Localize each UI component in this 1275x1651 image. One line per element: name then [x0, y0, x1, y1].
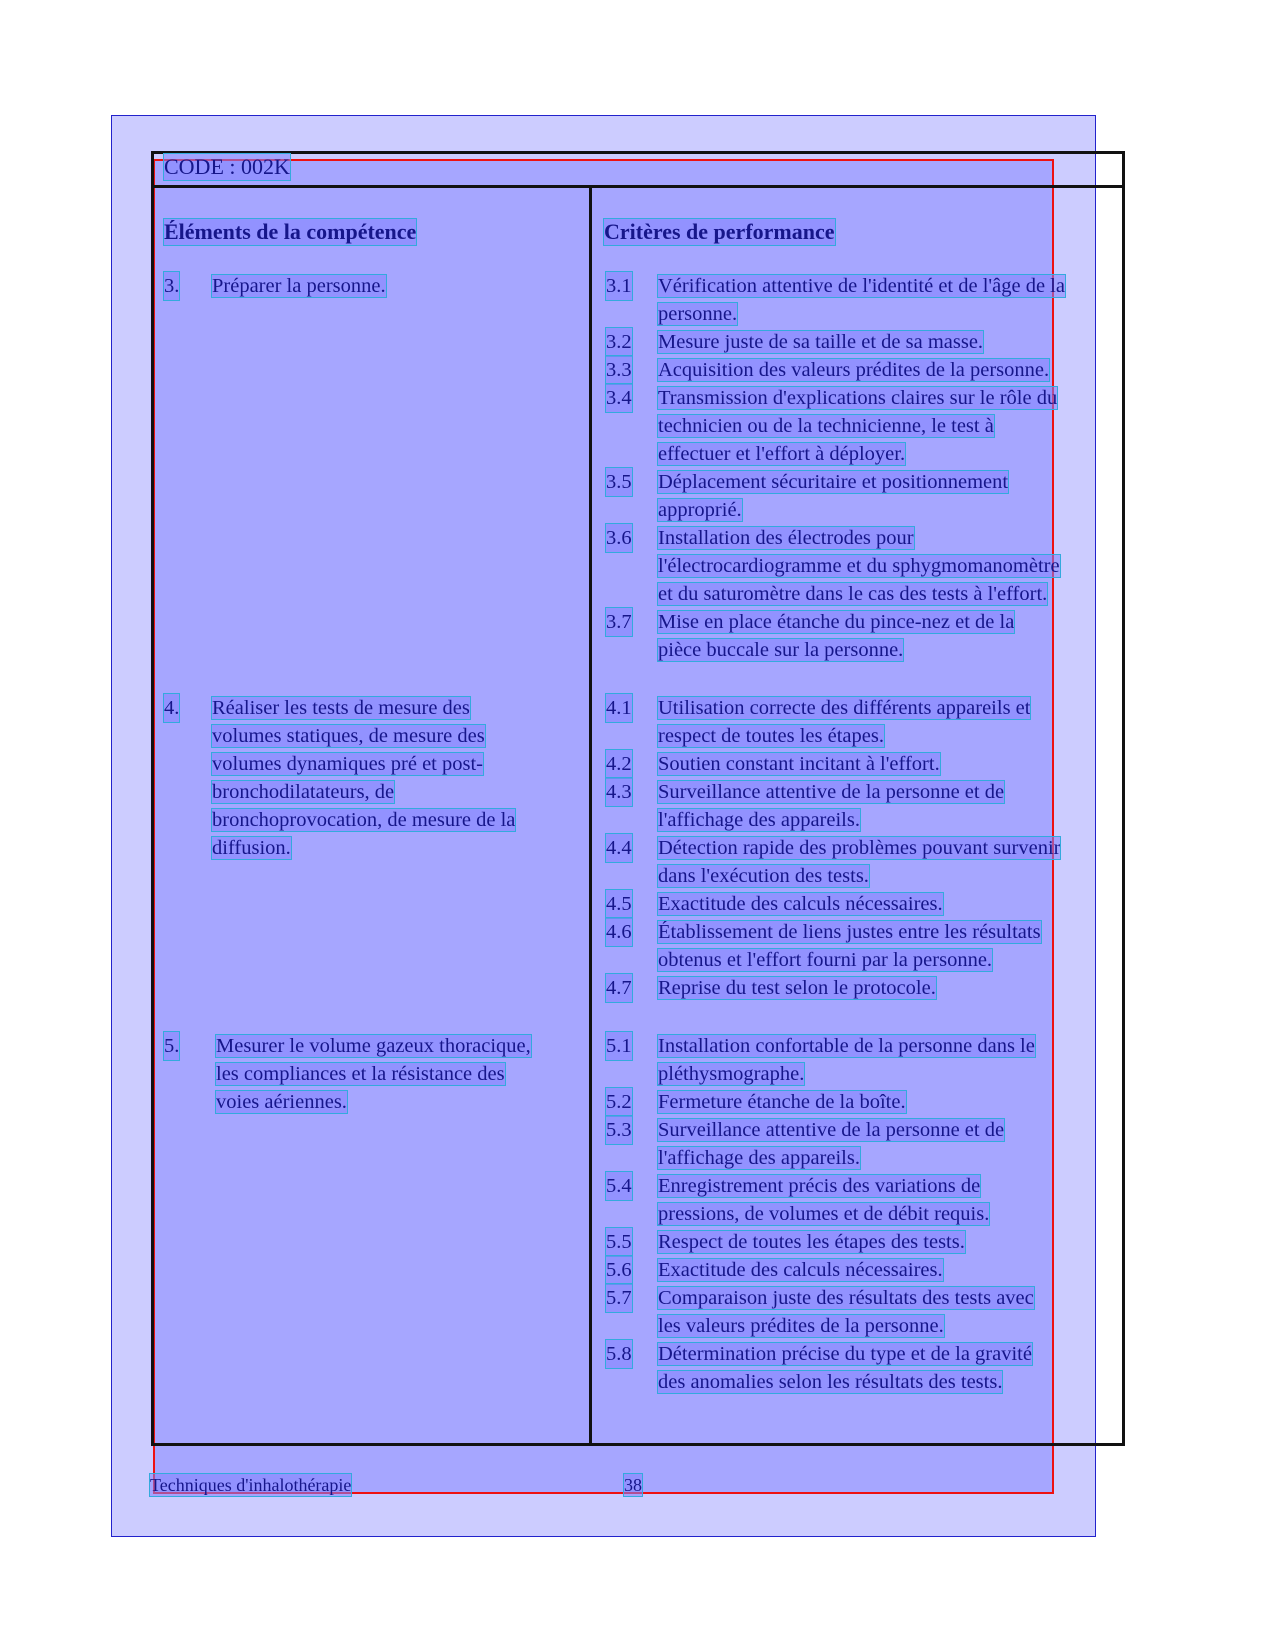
- criterion-text-line: Reprise du test selon le protocole.: [658, 977, 936, 999]
- element-text-line: Préparer la personne.: [212, 275, 386, 297]
- criterion-text-line: pressions, de volumes et de débit requis.: [658, 1203, 990, 1225]
- criterion-number: 4.6: [606, 918, 632, 946]
- criterion-text-line: approprié.: [658, 499, 742, 521]
- criterion-number: 5.3: [606, 1116, 632, 1144]
- criterion-number: 4.1: [606, 694, 632, 722]
- criterion-text-line: Surveillance attentive de la personne et de: [658, 781, 1005, 803]
- criterion-text-line: l'affichage des appareils.: [658, 809, 860, 831]
- criterion-text-line: Installation confortable de la personne dans le: [658, 1035, 1035, 1057]
- code-row-divider: [151, 185, 1125, 188]
- criterion-text-line: pièce buccale sur la personne.: [658, 639, 904, 661]
- criterion-number: 5.7: [606, 1284, 632, 1312]
- criterion-text-line: Respect de toutes les étapes des tests.: [658, 1231, 965, 1253]
- criterion-text-line: technicien ou de la technicienne, le test à: [658, 415, 994, 437]
- criterion-number: 3.1: [606, 272, 632, 300]
- element-text-line: les compliances et la résistance des: [216, 1063, 505, 1085]
- criterion-text-line: obtenus et l'effort fourni par la personne.: [658, 949, 993, 971]
- criterion-text-line: personne.: [658, 303, 738, 325]
- criterion-text-line: Surveillance attentive de la personne et de: [658, 1119, 1005, 1141]
- criterion-number: 3.6: [606, 524, 632, 552]
- criterion-text-line: Exactitude des calculs nécessaires.: [658, 1259, 943, 1281]
- criterion-number: 4.5: [606, 890, 632, 918]
- criterion-text-line: Détection rapide des problèmes pouvant survenir: [658, 837, 1061, 859]
- element-text-line: voies aériennes.: [216, 1091, 347, 1113]
- criterion-text-line: Détermination précise du type et de la gravité: [658, 1343, 1032, 1365]
- criterion-number: 3.4: [606, 384, 632, 412]
- criterion-text-line: Installation des électrodes pour: [658, 527, 914, 549]
- criterion-number: 4.3: [606, 778, 632, 806]
- criterion-number: 4.4: [606, 834, 632, 862]
- criterion-text-line: Exactitude des calculs nécessaires.: [658, 893, 943, 915]
- criterion-text-line: pléthysmographe.: [658, 1063, 805, 1085]
- criterion-text-line: Soutien constant incitant à l'effort.: [658, 753, 940, 775]
- criterion-text-line: l'électrocardiogramme et du sphygmomanomètre: [658, 555, 1060, 577]
- criterion-text-line: et du saturomètre dans le cas des tests à l'effort.: [658, 583, 1048, 605]
- criterion-text-line: Comparaison juste des résultats des tests avec: [658, 1287, 1034, 1309]
- criterion-number: 5.5: [606, 1228, 632, 1256]
- footer-page-number: 38: [624, 1475, 642, 1495]
- criterion-number: 3.7: [606, 608, 632, 636]
- criterion-text-line: les valeurs prédites de la personne.: [658, 1315, 944, 1337]
- criterion-number: 3.5: [606, 468, 632, 496]
- criterion-text-line: Enregistrement précis des variations de: [658, 1175, 981, 1197]
- element-number: 5.: [164, 1032, 179, 1060]
- code-label: CODE : 002K: [164, 154, 290, 179]
- column-divider: [589, 187, 592, 1444]
- criterion-text-line: Vérification attentive de l'identité et de l'âge de la: [658, 275, 1065, 297]
- criterion-text-line: l'affichage des appareils.: [658, 1147, 860, 1169]
- criterion-number: 5.8: [606, 1340, 632, 1368]
- element-text-line: bronchodilatateurs, de: [212, 781, 395, 803]
- criterion-text-line: respect de toutes les étapes.: [658, 725, 884, 747]
- criterion-text-line: dans l'exécution des tests.: [658, 865, 869, 887]
- criterion-text-line: Acquisition des valeurs prédites de la personne.: [658, 359, 1050, 381]
- criterion-text-line: des anomalies selon les résultats des tests.: [658, 1371, 1003, 1393]
- criterion-number: 4.2: [606, 750, 632, 778]
- criterion-text-line: Utilisation correcte des différents appareils et: [658, 697, 1031, 719]
- criterion-number: 3.3: [606, 356, 632, 384]
- element-text-line: Mesurer le volume gazeux thoracique,: [216, 1035, 531, 1057]
- criterion-number: 5.1: [606, 1032, 632, 1060]
- header-elements: Éléments de la compétence: [164, 219, 417, 244]
- criterion-text-line: Transmission d'explications claires sur le rôle du: [658, 387, 1058, 409]
- criterion-text-line: Fermeture étanche de la boîte.: [658, 1091, 906, 1113]
- criterion-number: 3.2: [606, 328, 632, 356]
- criterion-number: 5.6: [606, 1256, 632, 1284]
- criterion-text-line: Établissement de liens justes entre les résultats: [658, 921, 1041, 943]
- element-text-line: volumes statiques, de mesure des: [212, 725, 485, 747]
- footer-program: Techniques d'inhalothérapie: [150, 1475, 352, 1495]
- element-text-line: bronchoprovocation, de mesure de la: [212, 809, 516, 831]
- header-criteria: Critères de performance: [604, 219, 835, 244]
- element-text-line: volumes dynamiques pré et post-: [212, 753, 484, 775]
- element-number: 4.: [164, 694, 179, 722]
- element-text-line: diffusion.: [212, 837, 291, 859]
- criterion-number: 4.7: [606, 974, 632, 1002]
- criterion-text-line: Mesure juste de sa taille et de sa masse.: [658, 331, 984, 353]
- element-text-line: Réaliser les tests de mesure des: [212, 697, 470, 719]
- criterion-text-line: Déplacement sécuritaire et positionnement: [658, 471, 1009, 493]
- element-number: 3.: [164, 272, 179, 300]
- criterion-text-line: effectuer et l'effort à déployer.: [658, 443, 906, 465]
- criterion-number: 5.4: [606, 1172, 632, 1200]
- criterion-text-line: Mise en place étanche du pince-nez et de la: [658, 611, 1015, 633]
- criterion-number: 5.2: [606, 1088, 632, 1116]
